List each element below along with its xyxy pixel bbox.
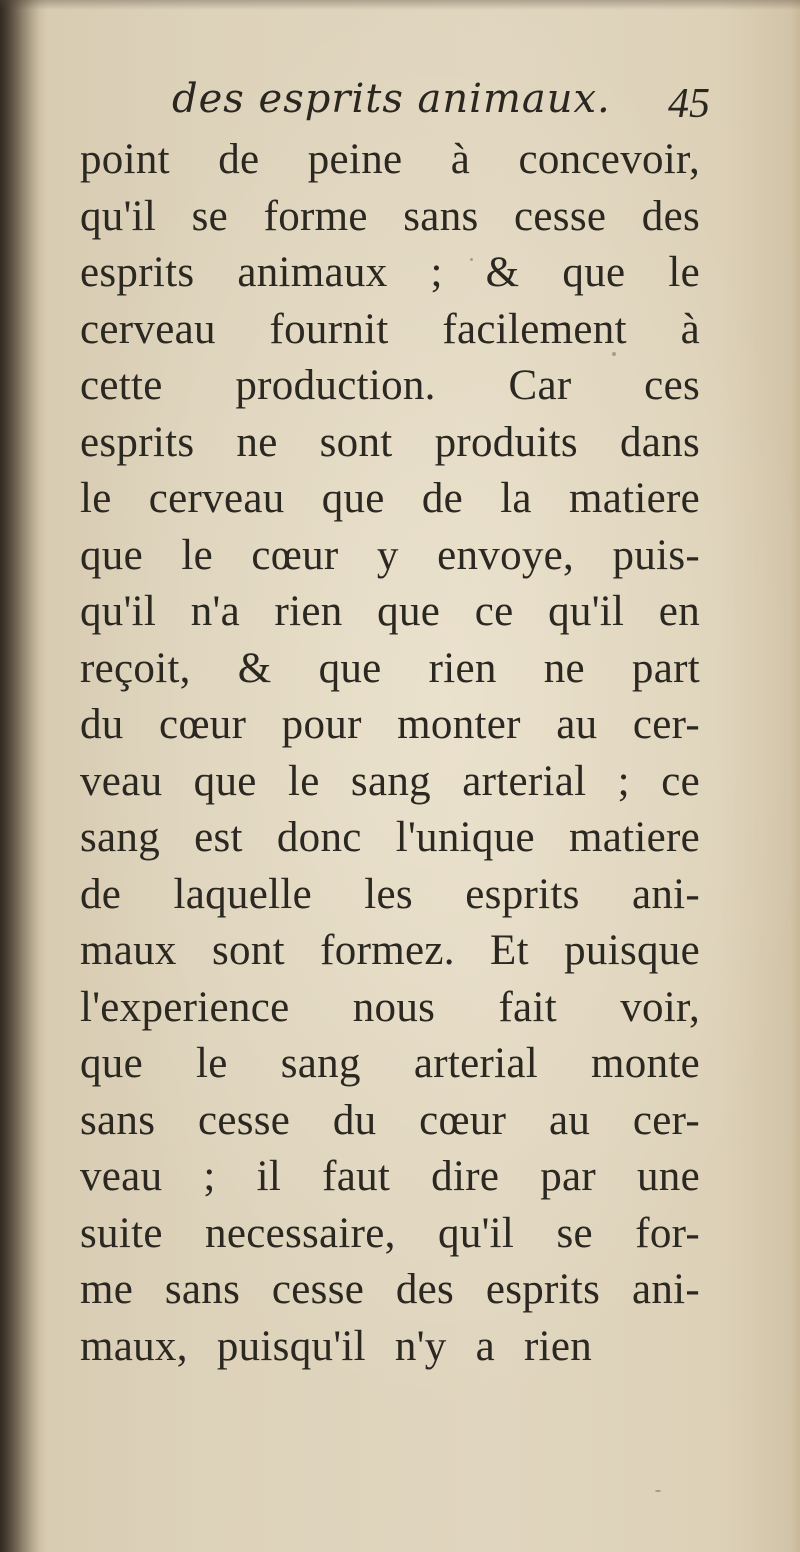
- paper-speck: [470, 258, 473, 261]
- text-line: qu'il se forme sans cesse des: [80, 192, 700, 240]
- text-line: le cerveau que de la matiere: [80, 475, 700, 522]
- text-line: sang est donc l'unique matiere: [80, 814, 700, 861]
- text-line: que le sang arterial monte: [80, 1040, 700, 1087]
- text-line: qu'il n'a rien que ce qu'il en: [80, 588, 700, 635]
- text-line: que le cœur y envoye, puis-: [80, 531, 700, 579]
- text-line: de laquelle les esprits ani-: [80, 870, 700, 918]
- text-line: l'experience nous fait voir,: [80, 983, 700, 1031]
- text-line: maux sont formez. Et puisque: [80, 927, 700, 974]
- binding-gutter-shadow: [0, 0, 40, 1552]
- text-line: me sans cesse des esprits ani-: [80, 1266, 700, 1313]
- page-number: 45: [668, 81, 710, 127]
- text-line: cette production. Car ces: [80, 362, 700, 409]
- text-line: veau que le sang arterial ; ce: [80, 757, 700, 805]
- text-line: du cœur pour monter au cer-: [80, 701, 700, 748]
- text-line: reçoit, & que rien ne part: [80, 644, 700, 692]
- text-line: maux, puisqu'il n'y a rien: [80, 1322, 593, 1370]
- text-line: cerveau fournit facilement à: [80, 305, 700, 353]
- page-top-edge: [0, 0, 800, 10]
- text-line: sans cesse du cœur au cer-: [80, 1096, 700, 1144]
- text-line: esprits animaux ; & que le: [80, 249, 700, 296]
- running-head-title: des esprits animaux.: [172, 76, 611, 122]
- text-line: suite necessaire, qu'il se for-: [80, 1209, 700, 1257]
- paper-speck: [612, 352, 616, 356]
- text-line: esprits ne sont produits dans: [80, 418, 700, 466]
- text-line: veau ; il faut dire par une: [80, 1153, 700, 1200]
- body-text: [80, 132, 700, 1375]
- paper-speck: [655, 1490, 661, 1492]
- text-line: point de peine à concevoir,: [80, 136, 700, 183]
